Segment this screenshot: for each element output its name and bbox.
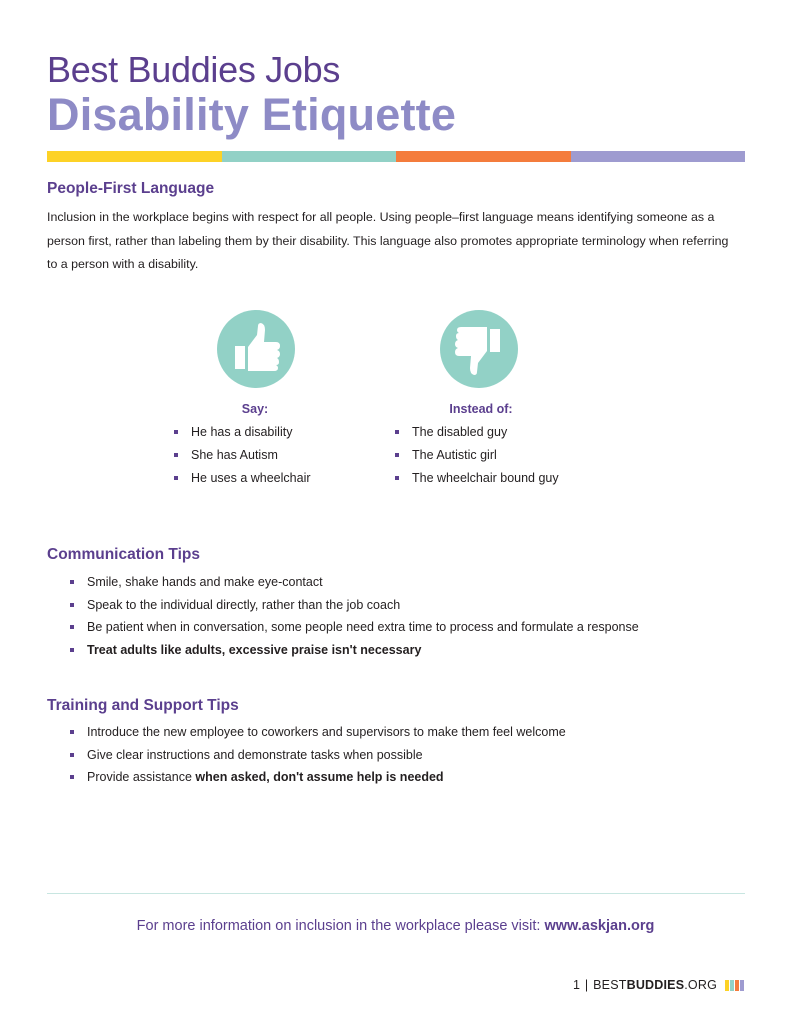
list-item: Give clear instructions and demonstrate tasks when possible bbox=[70, 744, 566, 767]
bullet bbox=[70, 648, 74, 652]
bullet bbox=[70, 775, 74, 779]
bullet bbox=[174, 430, 178, 434]
list-item: Introduce the new employee to coworkers and supervisors to make them feel welcome bbox=[70, 721, 566, 744]
list-item: Provide assistance when asked, don't assume help is needed bbox=[70, 766, 566, 789]
bullet bbox=[70, 625, 74, 629]
bullet bbox=[174, 453, 178, 457]
brand-color-bars-icon bbox=[724, 980, 744, 991]
footer-info-text: For more information on inclusion in the workplace please visit: www.askjan.org bbox=[136, 918, 655, 934]
stripe-yellow bbox=[47, 151, 222, 162]
list-item: Be patient when in conversation, some people need extra time to process and formulate a response bbox=[70, 616, 639, 639]
list-item: He uses a wheelchair bbox=[174, 467, 311, 490]
thumbs-up-icon bbox=[217, 310, 295, 388]
title-disability-etiquette: Disability Etiquette bbox=[47, 89, 457, 140]
bullet bbox=[395, 453, 399, 457]
bestbuddies-brand: BESTBUDDIES.ORG bbox=[593, 978, 717, 992]
askjan-link[interactable]: www.askjan.org bbox=[544, 918, 655, 934]
bullet bbox=[395, 430, 399, 434]
paragraph-line: person first, rather than labeling them by their disability. This language also promotes appropriate terminology when referring bbox=[47, 233, 729, 248]
bullet bbox=[395, 476, 399, 480]
instead-of-list bbox=[395, 421, 559, 490]
list-item: Treat adults like adults, excessive praise isn't necessary bbox=[70, 639, 639, 662]
page-footer bbox=[573, 978, 744, 992]
stripe-teal bbox=[222, 151, 397, 162]
people-first-paragraph bbox=[47, 206, 747, 277]
bullet bbox=[70, 580, 74, 584]
bullet bbox=[174, 476, 178, 480]
say-list bbox=[174, 421, 311, 490]
people-first-heading: People-First Language bbox=[47, 180, 215, 197]
list-item: Smile, shake hands and make eye-contact bbox=[70, 571, 639, 594]
footer-separator: | bbox=[584, 978, 589, 992]
say-heading: Say: bbox=[241, 402, 269, 416]
stripe-orange bbox=[396, 151, 571, 162]
list-item: Speak to the individual directly, rather than the job coach bbox=[70, 594, 639, 617]
communication-tips-heading: Communication Tips bbox=[47, 546, 201, 563]
training-support-tips-list bbox=[70, 721, 566, 789]
color-stripe-divider bbox=[47, 151, 745, 162]
communication-tips-list bbox=[70, 571, 639, 661]
instead-of-heading: Instead of: bbox=[449, 402, 513, 416]
page-number: 1 bbox=[572, 978, 580, 992]
list-item: She has Autism bbox=[174, 444, 311, 467]
bullet bbox=[70, 753, 74, 757]
thumbs-down-icon bbox=[440, 310, 518, 388]
list-item: The Autistic girl bbox=[395, 444, 559, 467]
paragraph-line: to a person with a disability. bbox=[47, 257, 199, 271]
bullet bbox=[70, 730, 74, 734]
stripe-lavender bbox=[571, 151, 746, 162]
list-item: The wheelchair bound guy bbox=[395, 467, 559, 490]
title-best-buddies-jobs: Best Buddies Jobs bbox=[47, 49, 341, 90]
list-item: He has a disability bbox=[174, 421, 311, 444]
footer-divider bbox=[47, 893, 745, 894]
paragraph-line: Inclusion in the workplace begins with respect for all people. Using people–first language means identifying someone as a bbox=[47, 210, 715, 224]
list-item: The disabled guy bbox=[395, 421, 559, 444]
bullet bbox=[70, 603, 74, 607]
training-support-tips-heading: Training and Support Tips bbox=[47, 697, 239, 714]
